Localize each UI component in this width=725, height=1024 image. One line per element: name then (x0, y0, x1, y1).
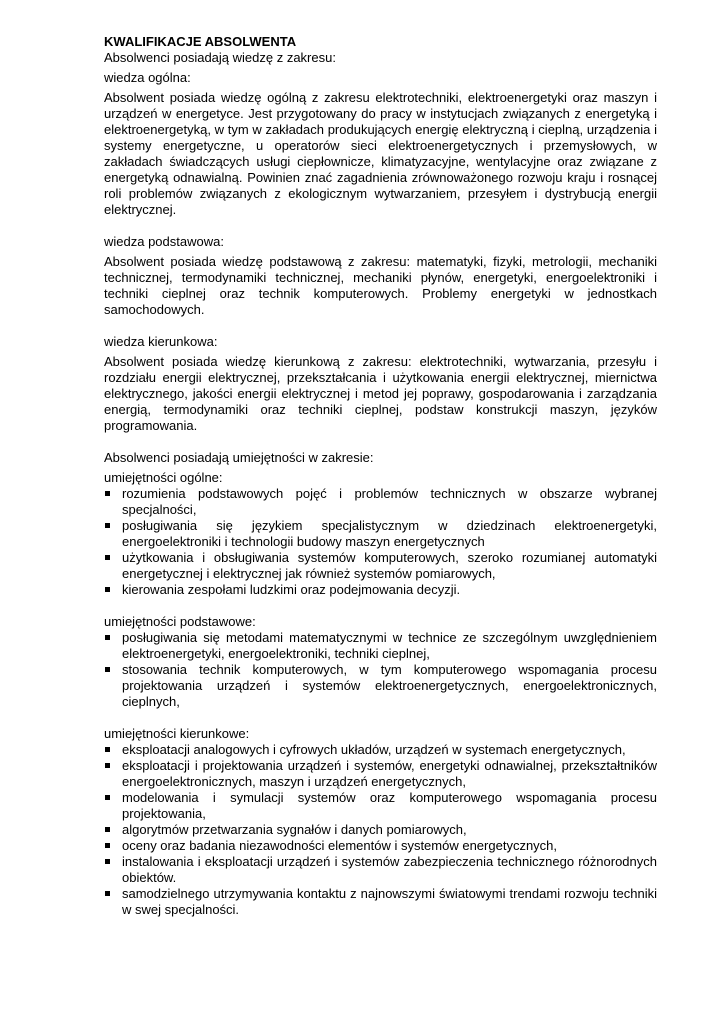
directional-skills-list (104, 742, 657, 918)
list-item (104, 742, 657, 758)
bullet-icon (105, 747, 110, 752)
bullet-icon (105, 555, 110, 560)
list-item (104, 886, 657, 918)
bullet-icon (105, 843, 110, 848)
list-item-text: posługiwania się językiem specjalistycznym w dziedzinach elektroenergetyki, energoelektroniki i technologii budowy maszyn energetycznych (122, 518, 657, 549)
list-item (104, 822, 657, 838)
list-item (104, 582, 657, 598)
list-item (104, 518, 657, 550)
list-item (104, 790, 657, 822)
list-item-text: posługiwania się metodami matematycznymi w technice ze szczególnym uwzględnieniem elektroenergetyki, energoelektroniki, techniki cieplnej, (122, 630, 657, 661)
bullet-icon (105, 763, 110, 768)
bullet-icon (105, 635, 110, 640)
list-item (104, 662, 657, 710)
directional-knowledge-text: Absolwent posiada wiedzę kierunkową z zakresu: elektrotechniki, wytwarzania, przesyłu i rozdziału energii elektrycznej, przekształcania i użytkowania energii elektrycznej, miernictwa elektrycznego, jakości energii elektrycznej i metod jej poprawy, gospodarowania i zarządzania energią, termodynamiki oraz techniki cieplnej, podstaw konstrukcji maszyn, języków programowania. (104, 354, 657, 433)
list-item-text: użytkowania i obsługiwania systemów komputerowych, szeroko rozumianej automatyki energetycznej i elektrycznej jak również systemów pomiarowych, (122, 550, 657, 581)
list-item (104, 486, 657, 518)
list-item (104, 854, 657, 886)
list-item-text: kierowania zespołami ludzkimi oraz podejmowania decyzji. (122, 582, 461, 597)
basic-knowledge-heading: wiedza podstawowa: (104, 234, 224, 249)
list-item-text: stosowania technik komputerowych, w tym komputerowego wspomagania procesu projektowania urządzeń i systemów elektroenergetycznych, energoelektronicznych, cieplnych, (122, 662, 657, 709)
bullet-icon (105, 523, 110, 528)
bullet-icon (105, 827, 110, 832)
skills-intro: Absolwenci posiadają umiejętności w zakresie: (104, 450, 374, 465)
list-item-text: oceny oraz badania niezawodności elementów i systemów energetycznych, (122, 838, 558, 853)
bullet-icon (105, 667, 110, 672)
list-item (104, 838, 657, 854)
general-knowledge-text: Absolwent posiada wiedzę ogólną z zakresu elektrotechniki, elektroenergetyki oraz maszyn i urządzeń w energetyce. Jest przygotowany do pracy w instytucjach związanych z energetyką i elektroenergetyką, w tym w zakładach produkujących energię elektryczną i cieplną, urządzenia i systemy energetyczne, u operatorów sieci elektroenergetycznych i przemysłowych, w zakładach świadczących usługi ciepłownicze, klimatyzacyjne, wentylacyjne oraz związane z energetyką odnawialną. Powinien znać zagadnienia zrównoważonego rozwoju kraju i rosnącej roli problemów związanych z ekologicznym wytwarzaniem, przesyłem i dystrybucją energii elektrycznej. (104, 90, 657, 217)
bullet-icon (105, 891, 110, 896)
list-item (104, 758, 657, 790)
basic-skills-heading: umiejętności podstawowe: (104, 614, 256, 629)
list-item-text: modelowania i symulacji systemów oraz komputerowego wspomagania procesu projektowania, (122, 790, 657, 821)
list-item-text: instalowania i eksploatacji urządzeń i systemów zabezpieczenia technicznego różnorodnych obiektów. (122, 854, 657, 885)
list-item-text: rozumienia podstawowych pojęć i problemów technicznych w obszarze wybranej specjalności, (122, 486, 657, 517)
page-title: KWALIFIKACJE ABSOLWENTA (104, 34, 297, 49)
basic-knowledge-text: Absolwent posiada wiedzę podstawową z zakresu: matematyki, fizyki, metrologii, mechaniki technicznej, termodynamiki technicznej, mechaniki płynów, energetyki, energoelektroniki i techniki cieplnej oraz technik komputerowych. Problemy energetyki w jednostkach samochodowych. (104, 254, 657, 317)
list-item (104, 550, 657, 582)
basic-skills-list (104, 630, 657, 710)
general-knowledge-heading: wiedza ogólna: (104, 70, 191, 85)
bullet-icon (105, 859, 110, 864)
list-item-text: samodzielnego utrzymywania kontaktu z najnowszymi światowymi trendami rozwoju techniki w swej specjalności. (122, 886, 657, 917)
list-item (104, 630, 657, 662)
general-skills-list (104, 486, 657, 598)
general-skills-heading: umiejętności ogólne: (104, 470, 223, 485)
directional-skills-heading: umiejętności kierunkowe: (104, 726, 250, 741)
list-item-text: algorytmów przetwarzania sygnałów i danych pomiarowych, (122, 822, 467, 837)
list-item-text: eksploatacji analogowych i cyfrowych układów, urządzeń w systemach energetycznych, (122, 742, 626, 757)
bullet-icon (105, 491, 110, 496)
list-item-text: eksploatacji i projektowania urządzeń i systemów, energetyki odnawialnej, przekształtników energoelektronicznych, maszyn i urządzeń energetycznych, (122, 758, 657, 789)
directional-knowledge-heading: wiedza kierunkowa: (104, 334, 218, 349)
bullet-icon (105, 795, 110, 800)
knowledge-intro: Absolwenci posiadają wiedzę z zakresu: (104, 50, 336, 65)
bullet-icon (105, 587, 110, 592)
